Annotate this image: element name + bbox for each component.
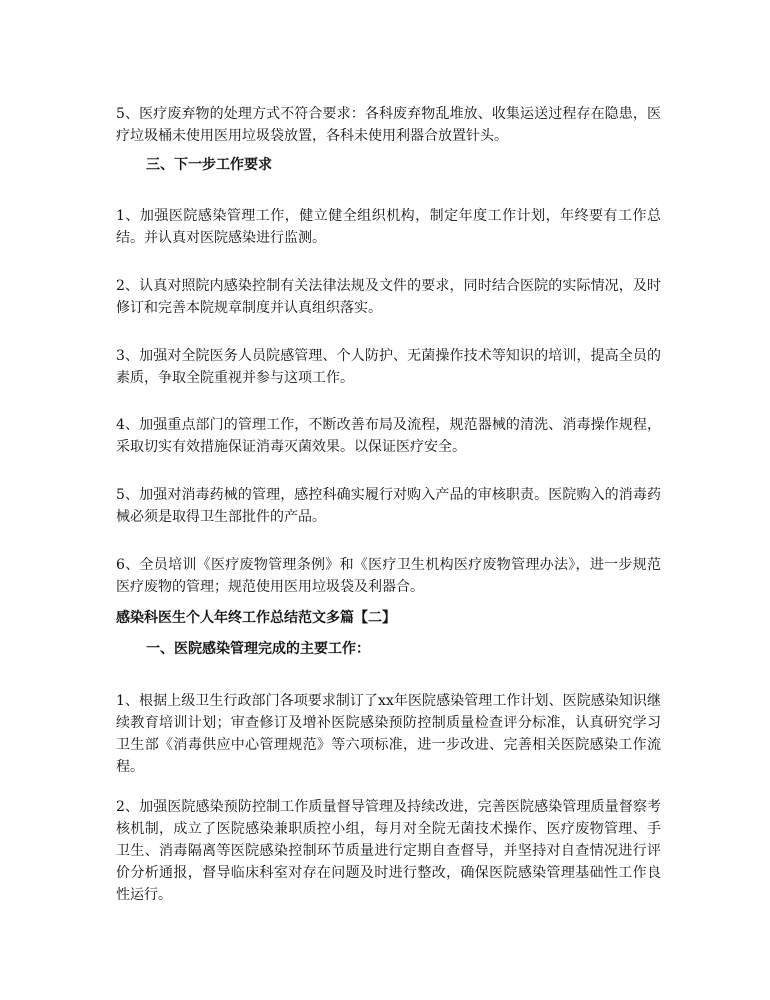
paragraph-requirement-3: 3、加强对全院医务人员院感管理、个人防护、无菌操作技术等知识的培训，提高全员的素质，争取全院重视并参与这项工作。 (116, 348, 661, 386)
paragraph-requirement-1: 1、加强医院感染管理工作，健立健全组织机构，制定年度工作计划，年终要有工作总结。并认真对医院感染进行监测。 (116, 208, 661, 246)
heading-section-two: 感染科医生个人年终工作总结范文多篇【二】 (116, 610, 396, 626)
paragraph-requirement-5: 5、加强对消毒药械的管理，感控科确实履行对购入产品的审核职责。医院购入的消毒药械必须是取得卫生部批件的产品。 (116, 487, 661, 525)
paragraph-medical-waste-issue: 5、医疗废弃物的处理方式不符合要求：各科废弃物乱堆放、收集运送过程存在隐患，医疗垃圾桶未使用医用垃圾袋放置，各科未使用利器合放置针头。 (116, 106, 661, 144)
paragraph-requirement-2: 2、认真对照院内感染控制有关法律法规及文件的要求，同时结合医院的实际情况，及时修订和完善本院规章制度并认真组织落实。 (116, 278, 661, 316)
paragraph-requirement-6: 6、全员培训《医疗废物管理条例》和《医疗卫生机构医疗废物管理办法》，进一步规范医疗废物的管理；规范使用医用垃圾袋及利器合。 (116, 557, 661, 595)
paragraph-work-1: 1、根据上级卫生行政部门各项要求制订了xx年医院感染管理工作计划、医院感染知识继续教育培训计划；审查修订及增补医院感染预防控制质量检查评分标准，认真研究学习卫生部《消毒供应中心管理规范》等六项标准，进一步改进、完善相关医院感染工作流程。 (116, 693, 661, 775)
heading-next-steps: 三、下一步工作要求 (146, 157, 272, 173)
paragraph-work-2: 2、加强医院感染预防控制工作质量督导管理及持续改进，完善医院感染管理质量督察考核机制，成立了医院感染兼职质控小组，每月对全院无菌技术操作、医疗废物管理、手卫生、消毒隔离等医院感染控制环节质量进行定期自查督导，并坚持对自查情况进行评价分析通报，督导临床科室对存在问题及时进行整改，确保医院感染管理基础性工作良性运行。 (116, 799, 661, 903)
heading-main-work: 一、医院感染管理完成的主要工作： (146, 641, 370, 657)
paragraph-requirement-4: 4、加强重点部门的管理工作，不断改善布局及流程，规范器械的清洗、消毒操作规程，采取切实有效措施保证消毒灭菌效果。以保证医疗安全。 (116, 417, 661, 455)
